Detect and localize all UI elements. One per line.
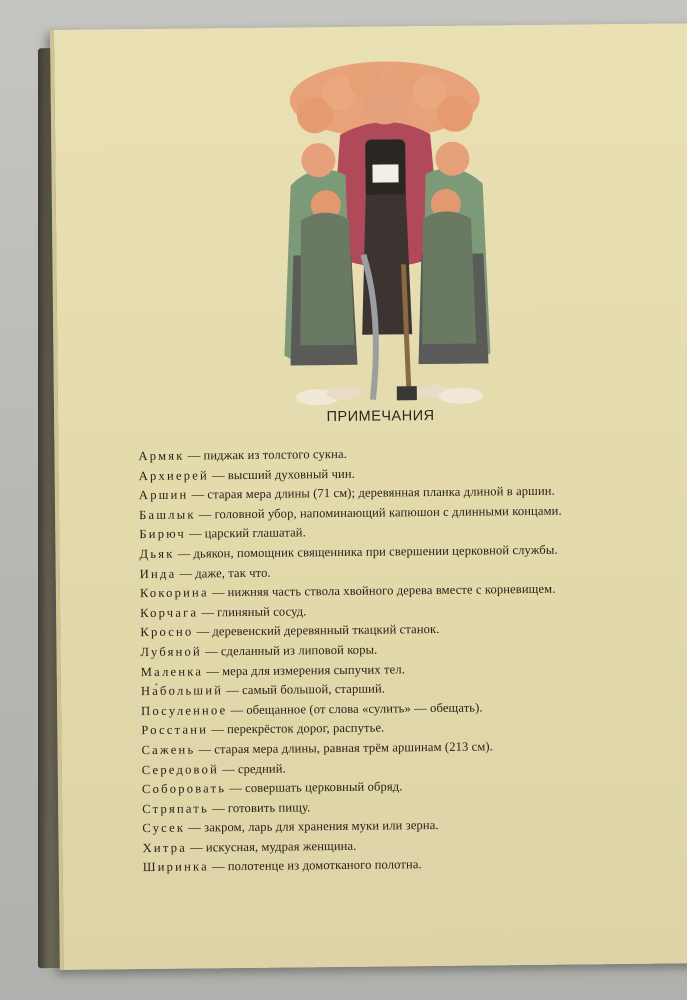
glossary-definition: нижняя часть ствола хвойного дерева вместе с корневищем. (227, 581, 556, 600)
glossary-definition: готовить пищу. (227, 800, 311, 815)
glossary-entry: На́больший — самый большой, старший. (140, 681, 386, 699)
glossary-entry: Соборовать — совершать церковный обряд. (141, 779, 403, 797)
glossary-definition: старая мера длины (71 см); деревянная планка длиной в аршин. (207, 483, 555, 502)
glossary-entry: Ширинка — полотенце из домотканого полотна. (142, 857, 422, 875)
glossary-entry: Середовой — средний. (141, 761, 286, 777)
glossary-definition: деревенский деревянный ткацкий станок. (212, 622, 440, 639)
glossary-definition: глиняный сосуд. (217, 604, 307, 620)
glossary-definition: дьякон, помощник священника при свершении церковной службы. (193, 542, 558, 561)
glossary-definition: искусная, мудрая женщина. (205, 838, 357, 855)
glossary-entry: Маленка — мера для измерения сыпучих тел. (140, 661, 405, 679)
glossary-entry: Архиерей — высший духовный чин. (138, 466, 356, 483)
glossary-term: Лубяной (140, 644, 203, 660)
glossary-term: Бирюч (139, 526, 186, 542)
glossary-entry: Хитра — искусная, мудрая женщина. (142, 838, 357, 855)
glossary-list (138, 442, 662, 878)
glossary-entry: Кросно — деревенский деревянный ткацкий станок. (140, 622, 440, 640)
glossary-definition: средний. (237, 761, 286, 776)
glossary-term: Соборовать (141, 781, 227, 797)
glossary-entry: Лубяной — сделанный из липовой коры. (140, 642, 378, 660)
glossary-definition: царский глашатай. (204, 525, 306, 541)
glossary-entry: Башлык — головной убор, напоминающий капюшон с длинными концами. (139, 503, 562, 522)
glossary-term: Дьяк (139, 546, 175, 562)
glossary-definition: закром, ларь для хранения муки или зерна. (204, 818, 439, 835)
glossary-entry: Росстани — перекрёсток дорог, распутье. (141, 720, 385, 738)
glossary-term: Хитра (142, 840, 188, 855)
illustration-group-of-men (269, 53, 503, 415)
glossary-definition: перекрёсток дорог, распутье. (226, 720, 385, 737)
glossary-term: Сусек (142, 820, 186, 836)
glossary-term: Инда (139, 566, 177, 581)
glossary-term: Армяк (138, 448, 185, 464)
glossary-definition: пиджак из толстого сукна. (203, 446, 347, 463)
glossary-definition: полотенце из домотканого полотна. (227, 857, 422, 874)
glossary-term: Кросно (140, 624, 194, 640)
glossary-definition: самый большой, старший. (241, 681, 386, 698)
glossary-definition: даже, так что. (195, 565, 271, 581)
glossary-term: Росстани (141, 722, 209, 738)
glossary-term: Ширинка (142, 859, 209, 875)
glossary-entry: Корчага — глиняный сосуд. (140, 604, 307, 620)
glossary-term: Башлык (139, 507, 196, 522)
glossary-term: Аршин (138, 487, 189, 503)
book-page (50, 23, 687, 970)
glossary-entry: Дьяк — дьякон, помощник священника при свершении церковной службы. (139, 542, 558, 562)
glossary-definition: высший духовный чин. (227, 466, 356, 482)
glossary-term: Архиерей (138, 467, 209, 483)
glossary-definition: совершать церковный обряд. (245, 779, 403, 796)
notes-title: ПРИМЕЧАНИЯ (326, 407, 435, 426)
glossary-entry: Сажень — старая мера длины, равная трём аршинам (213 см). (141, 739, 493, 757)
glossary-term: Середовой (141, 761, 220, 777)
glossary-entry: Стряпать — готовить пищу. (142, 800, 311, 816)
glossary-entry: Аршин — старая мера длины (71 см); деревянная планка длиной в аршин. (138, 483, 555, 503)
glossary-term: Маленка (140, 663, 204, 679)
glossary-term: Посуленное (141, 702, 228, 718)
glossary-term: Кокорина (139, 585, 209, 601)
glossary-entry: Кокорина — нижняя часть ствола хвойного дерева вместе с корневищем. (139, 581, 556, 601)
glossary-entry: Бирюч — царский глашатай. (139, 525, 306, 542)
glossary-term: Стряпать (142, 801, 210, 816)
glossary-definition: обещанное (от слова «сулить» — обещать). (246, 700, 483, 717)
glossary-definition: сделанный из липовой коры. (220, 642, 378, 659)
glossary-entry: Армяк — пиджак из толстого сукна. (138, 446, 347, 464)
glossary-term: Корчага (140, 605, 199, 620)
glossary-entry: Инда — даже, так что. (139, 565, 271, 581)
glossary-entry: Сусек — закром, ларь для хранения муки или зерна. (142, 818, 439, 836)
glossary-term: На́больший (140, 683, 224, 699)
glossary-definition: головной убор, напоминающий капюшон с длинными концами. (214, 503, 562, 522)
glossary-definition: мера для измерения сыпучих тел. (221, 661, 405, 678)
glossary-definition: старая мера длины, равная трём аршинам (213 см). (214, 739, 493, 757)
glossary-term: Сажень (141, 742, 196, 757)
glossary-entry: Посуленное — обещанное (от слова «сулить» — обещать). (141, 700, 483, 718)
